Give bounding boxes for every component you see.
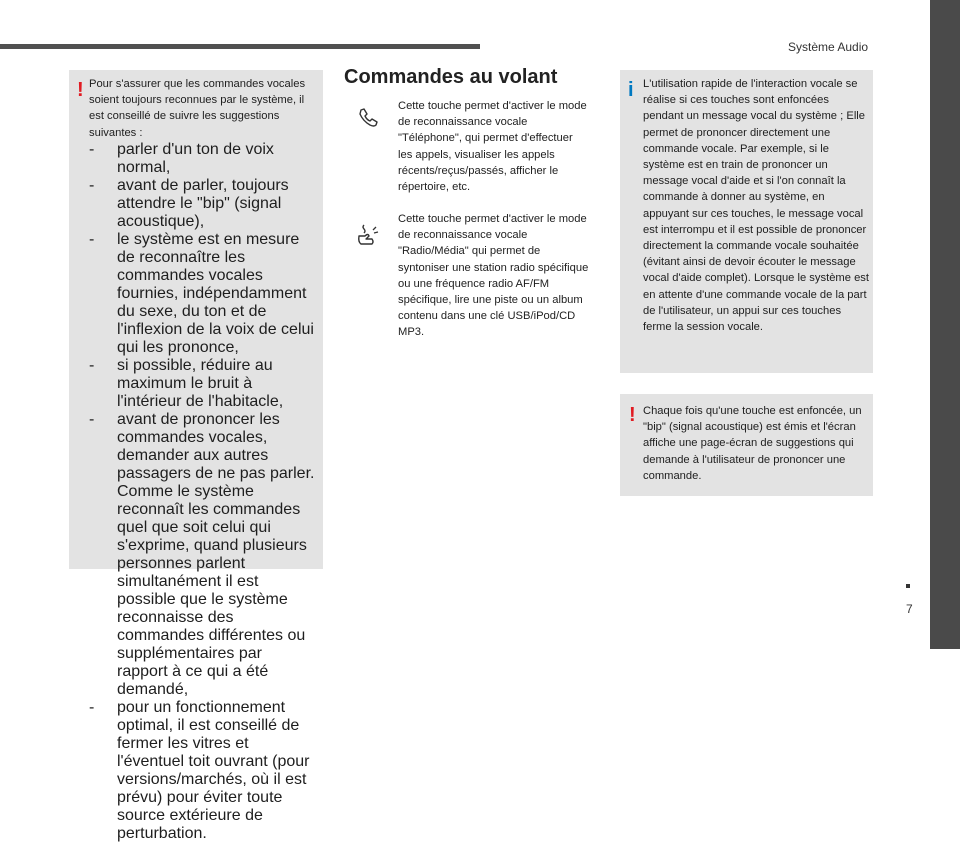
voice-tips-list [89, 141, 317, 843]
list-dash: - [89, 230, 95, 248]
beep-warning-panel [620, 394, 873, 496]
voice-icon [356, 222, 380, 246]
list-item [89, 177, 317, 231]
warning-icon: ! [629, 404, 636, 426]
section-title: Commandes au volant [344, 66, 558, 88]
list-dash: - [89, 176, 95, 194]
voice-tips-intro: Pour s'assurer que les commandes vocales soient toujours reconnues par le système, il est conseillé de suivre les suggestions suivantes : [89, 78, 306, 139]
list-dash: - [89, 698, 95, 716]
list-item-text: avant de parler, toujours attendre le "bip" (signal acoustique), [117, 176, 289, 230]
section-header-title: Système Audio [788, 40, 869, 54]
list-item [89, 411, 317, 699]
list-item-text: parler d'un ton de voix normal, [117, 140, 274, 176]
header-rule [0, 44, 480, 49]
info-panel [620, 70, 873, 373]
info-icon: i [628, 79, 634, 101]
list-dash: - [89, 410, 95, 428]
beep-warning-text: Chaque fois qu'une touche est enfoncée, un "bip" (signal acoustique) est émis et l'écran affiche une page-écran de suggestions qui demande à l'utilisateur de prononcer une commande. [643, 405, 862, 482]
info-text: L'utilisation rapide de l'interaction vocale se réalise si ces touches sont enfoncées pendant un message vocal du système ; Elle permet de prononcer directement une commande vocale. Par exemple, si le système est en train de prononcer un message vocal d'aide et si l'on connaît la commande à donner au système, en appuyant sur ces touches, le message vocal est interrompu et il est possible de prononcer directement la commande vocale souhaitée (évitant ainsi de devoir écouter le message vocal d'aide complet). Lorsque le système est en attente d'une commande vocale de la part de l'utilisateur, un appui sur ces touches ferme la session vocale. [643, 78, 869, 334]
list-item-text: si possible, réduire au maximum le bruit à l'intérieur de l'habitacle, [117, 356, 284, 410]
list-item-text: avant de prononcer les commandes vocales, demander aux autres passagers de ne pas parler. Comme le système reconnaît les commandes quel que soit celui qui s'exprime, quand plusieurs personnes parlent simultanément il est possible que le système reconnaisse des commandes différentes ou supplémentaires par rapport à ce qui a été demandé, [117, 410, 315, 698]
list-dash: - [89, 356, 95, 374]
voice-tips-content [89, 76, 317, 843]
phone-command-text: Cette touche permet d'activer le mode de reconnaissance vocale "Téléphone", qui permet d'effectuer les appels, visualiser les appels récents/reçus/passés, afficher le répertoire, etc. [398, 100, 587, 194]
list-item [89, 141, 317, 177]
phone-icon [357, 107, 379, 129]
page-number: 7 [906, 602, 913, 616]
list-dash: - [89, 140, 95, 158]
list-item [89, 231, 317, 357]
page-side-tab [930, 0, 960, 649]
voice-tips-panel [69, 70, 323, 842]
warning-icon: ! [77, 79, 84, 101]
list-item-text: pour un fonctionnement optimal, il est conseillé de fermer les vitres et l'éventuel toit ouvrant (pour versions/marchés, où il est prévu) pour éviter toute source extérieure de perturbation. [117, 698, 310, 842]
voice-command-text: Cette touche permet d'activer le mode de reconnaissance vocale "Radio/Média" qui permet de syntoniser une station radio spécifique ou une fréquence radio AF/FM spécifique, lire une piste ou un album contenu dans une clé USB/iPod/CD MP3. [398, 213, 589, 339]
list-item [89, 357, 317, 411]
page-marker [906, 584, 910, 588]
list-item [89, 699, 317, 843]
list-item-text: le système est en mesure de reconnaître les commandes vocales fournies, indépendamment du sexe, du ton et de l'inflexion de la voix de celui qui les prononce, [117, 230, 314, 356]
